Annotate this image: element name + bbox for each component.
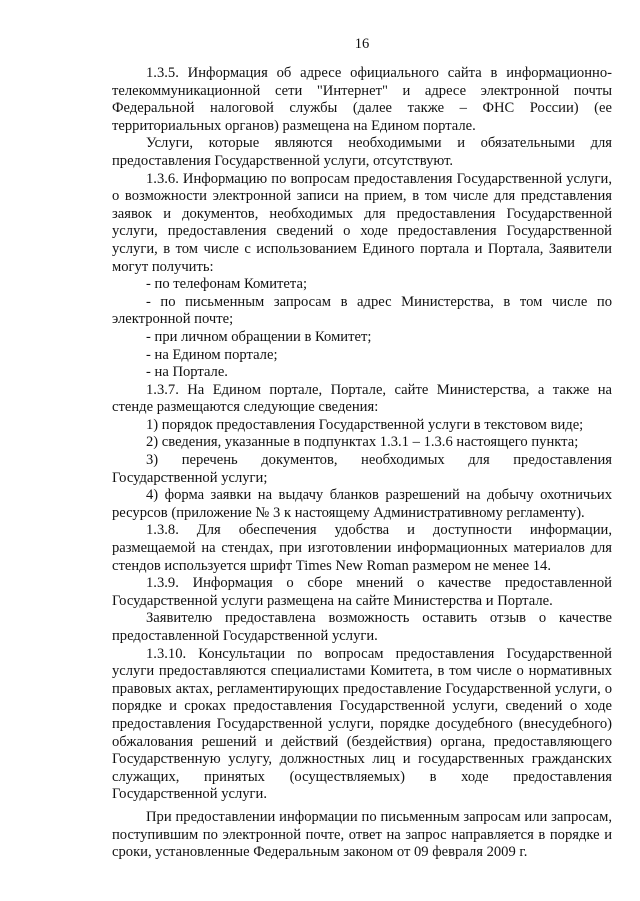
paragraph-1-3-6: 1.3.6. Информацию по вопросам предоставления Государственной услуги, о возможности электронной записи на прием, в том числе для представления заявок и документов, необходимых для предоставления Государственной услуги, предоставления сведений о ходе предоставления Государственной услуги, в том числе с использованием Единого портала и Портала, Заявители могут получить: xyxy=(112,170,612,275)
paragraph-1-3-8: 1.3.8. Для обеспечения удобства и доступности информации, размещаемой на стендах, при изготовлении информационных материалов для стендов используется шрифт Times New Roman размером не менее 14. xyxy=(112,522,612,574)
page-number: 16 xyxy=(354,36,370,52)
paragraph-services-absent: Услуги, которые являются необходимыми и обязательными для предоставления Государственной услуги, отсутствуют. xyxy=(112,135,612,169)
paragraph-feedback: Заявителю предоставлена возможность оставить отзыв о качестве предоставленной Государственной услуги. xyxy=(112,610,612,644)
paragraph-1-3-9: 1.3.9. Информация о сборе мнений о качестве предоставленной Государственной услуги размещена на сайте Министерства и Портале. xyxy=(112,575,612,609)
document-body xyxy=(112,65,612,862)
numbered-item-2: 2) сведения, указанные в подпунктах 1.3.1 – 1.3.6 настоящего пункта; xyxy=(146,434,579,451)
list-item-unified-portal: - на Едином портале; xyxy=(146,346,278,363)
list-item-personal-visit: - при личном обращении в Комитет; xyxy=(146,328,372,345)
list-item-portal: - на Портале. xyxy=(146,364,228,381)
paragraph-1-3-5: 1.3.5. Информация об адресе официального сайта в информационно-телекоммуникационной сети "Интернет" и адресе электронной почты Федеральной налоговой службы (далее также – ФНС России) (ее территориальных органов) размещена на Едином портале. xyxy=(112,65,612,134)
numbered-item-1: 1) порядок предоставления Государственной услуги в текстовом виде; xyxy=(146,416,584,433)
numbered-item-3: 3) перечень документов, необходимых для предоставления Государственной услуги; xyxy=(112,452,612,486)
paragraph-1-3-10: 1.3.10. Консультации по вопросам предоставления Государственной услуги предоставляются специалистами Комитета, в том числе о нормативных правовых актах, регламентирующих предоставление Государственной услуги, о порядке и сроках предоставления Государственной услуги, сведений о ходе предоставления Государственной услуги, порядке досудебного (внесудебного) обжалования решений и действий (бездействия) органа, предоставляющего Государственную услугу, должностных лиц и государственных гражданских служащих, принятых (осуществляемых) в ходе предоставления Государственной услуги. xyxy=(112,645,612,803)
numbered-item-4: 4) форма заявки на выдачу бланков разрешений на добычу охотничьих ресурсов (приложение № 3 к настоящему Административному регламенту). xyxy=(112,487,612,521)
paragraph-written-requests-answer: При предоставлении информации по письменным запросам или запросам, поступившим по электронной почте, ответ на запрос направляется в порядке и сроки, установленные Федеральным законом от 09 февраля 2009 г. xyxy=(112,808,612,861)
list-item-written-requests: - по письменным запросам в адрес Министерства, в том числе по электронной почте; xyxy=(112,293,612,328)
paragraph-1-3-7: 1.3.7. На Едином портале, Портале, сайте Министерства, а также на стенде размещаются следующие сведения: xyxy=(112,381,612,416)
list-item-phone: - по телефонам Комитета; xyxy=(146,276,307,293)
